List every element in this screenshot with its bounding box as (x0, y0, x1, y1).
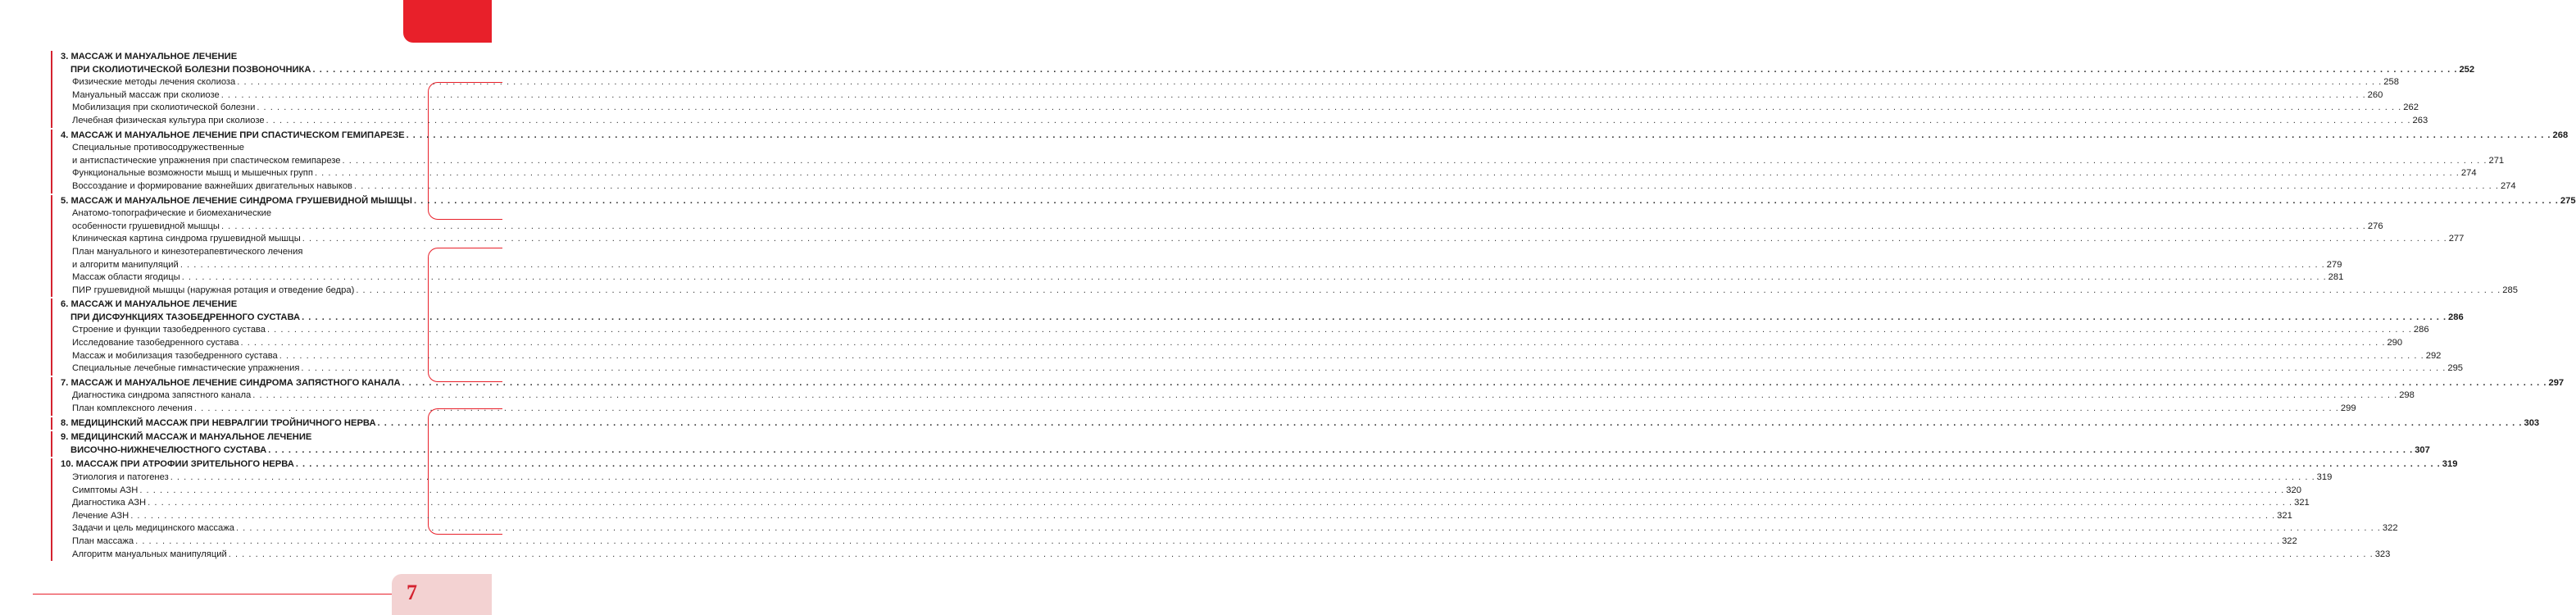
toc-section-body (51, 377, 2565, 416)
subsection-entry (61, 522, 2398, 535)
toc-section (51, 377, 2565, 416)
subsection-entry-text: Лечебная физическая культура при сколиозе (72, 115, 265, 125)
subsection-title-line-text: Анатомо-топографические и биомеханические (72, 208, 272, 219)
subsection-entry-page: 290 (2387, 338, 2403, 348)
dot-leader (135, 535, 2280, 549)
subsection-entry (61, 259, 2342, 272)
toc-section (51, 431, 2430, 457)
subsection-entry-text: Функциональные возможности мышц и мышечных групп (72, 168, 313, 179)
chapter-title-page: 297 (2548, 377, 2565, 388)
subsection-entry-page: 323 (2374, 549, 2391, 559)
dot-leader (414, 195, 2559, 208)
dot-leader (139, 485, 2284, 498)
chapter-title (61, 377, 2565, 390)
toc-section-body (51, 298, 2464, 376)
subsection-entry-text: Клиническая картина синдрома грушевидной мышцы (72, 234, 301, 244)
subsection-entry-page: 279 (2326, 259, 2342, 270)
chapter-title-page: 307 (2415, 444, 2430, 455)
subsection-entry (61, 155, 2505, 168)
dot-leader (301, 362, 2446, 376)
dot-leader (236, 522, 2381, 535)
subsection-title-line (61, 142, 390, 155)
chapter-title (61, 312, 2464, 325)
dot-leader (182, 271, 2327, 285)
subsection-entry-text: Воссоздание и формирование важнейших двигательных навыков (72, 180, 352, 191)
subsection-entry (61, 485, 2301, 498)
chapter-title-line (61, 298, 390, 312)
toc-section (51, 458, 2458, 561)
subsection-entry-text: и антиспастические упражнения при спастическом гемипарезе (72, 155, 341, 166)
page-number-tab (392, 574, 492, 615)
chapter-title-text: 10. МАССАЖ ПРИ АТРОФИИ ЗРИТЕЛЬНОГО НЕРВА (61, 459, 294, 470)
dot-leader (302, 312, 2447, 325)
toc-section-body (51, 51, 2475, 128)
subsection-entry (61, 337, 2403, 350)
subsection-entry (61, 76, 2399, 89)
subsection-entry-text: Алгоритм мануальных манипуляций (72, 549, 227, 559)
chapter-title (61, 444, 2430, 458)
chapter-title-page: 303 (2524, 417, 2540, 428)
page-number: 7 (407, 581, 417, 604)
subsection-entry-text: Специальные лечебные гимнастические упражнения (72, 363, 300, 374)
subsection-entry (61, 233, 2465, 246)
subsection-entry-page: 263 (2412, 115, 2428, 125)
chapter-title-line (61, 431, 390, 444)
chapter-title (61, 130, 2569, 143)
toc-section (51, 298, 2464, 376)
dot-leader (194, 403, 2339, 416)
chapter-title-text: ПРИ ДИСФУНКЦИЯХ ТАЗОБЕДРЕННОГО СУСТАВА (70, 312, 301, 322)
subsection-entry-page: 260 (2367, 89, 2383, 100)
dot-leader (378, 417, 2523, 430)
toc-section (51, 195, 2576, 298)
subsection-entry-page: 258 (2383, 77, 2399, 88)
dot-leader (229, 549, 2374, 562)
dot-leader (221, 89, 2366, 102)
subsection-entry (61, 549, 2391, 562)
subsection-entry-page: 271 (2488, 155, 2505, 166)
dot-leader (402, 377, 2547, 390)
subsection-entry-text: особенности грушевидной мышцы (72, 221, 220, 231)
subsection-title-line (61, 207, 390, 221)
dot-leader (170, 472, 2315, 485)
subsection-entry-page: 321 (2294, 498, 2310, 508)
chapter-title-page: 286 (2448, 312, 2464, 322)
subsection-entry-page: 274 (2460, 168, 2477, 179)
subsection-entry-page: 321 (2277, 510, 2292, 521)
subsection-entry (61, 115, 2428, 128)
dot-leader (221, 221, 2366, 234)
subsection-entry (61, 535, 2297, 549)
chapter-title (61, 458, 2458, 472)
subsection-entry-text: Этиология и патогенез (72, 472, 169, 482)
subsection-entry (61, 403, 2356, 416)
dot-leader (130, 510, 2275, 523)
chapter-title (61, 417, 2540, 430)
chapter-title-text: 5. МАССАЖ И МАНУАЛЬНОЕ ЛЕЧЕНИЕ СИНДРОМА ГРУШЕВИДНОЙ МЫШЦЫ (61, 195, 412, 206)
subsection-entry-page: 322 (2282, 535, 2297, 546)
chapter-title-text: ПРИ СКОЛИОТИЧЕСКОЙ БОЛЕЗНИ ПОЗВОНОЧНИКА (70, 64, 311, 75)
dot-leader (343, 155, 2487, 168)
dot-leader (252, 390, 2397, 403)
dot-leader (296, 458, 2441, 472)
subsection-entry (61, 390, 2415, 403)
subsection-entry-text: План комплексного лечения (72, 403, 193, 414)
subsection-entry-page: 276 (2367, 221, 2383, 231)
subsection-entry-text: и алгоритм манипуляций (72, 259, 179, 270)
corner-tab (403, 0, 492, 43)
dot-leader (266, 115, 2411, 128)
subsection-entry-page: 277 (2448, 234, 2465, 244)
chapter-title-text: 8. МЕДИЦИНСКИЙ МАССАЖ ПРИ НЕВРАЛГИИ ТРОЙНИЧНОГО НЕРВА (61, 417, 376, 428)
subsection-entry (61, 102, 2419, 115)
subsection-entry-text: Задачи и цель медицинского массажа (72, 523, 234, 534)
subsection-entry (61, 271, 2344, 285)
subsection-entry-page: 320 (2286, 485, 2301, 495)
dot-leader (356, 285, 2501, 298)
chapter-title-text: ВИСОЧНО-НИЖНЕЧЕЛЮСТНОГО СУСТАВА (70, 444, 267, 455)
subsection-entry-text: Исследование тазобедренного сустава (72, 338, 239, 348)
toc-section (51, 51, 2475, 128)
toc-section (51, 130, 2569, 194)
chapter-title-line-text: 3. МАССАЖ И МАНУАЛЬНОЕ ЛЕЧЕНИЕ (61, 52, 238, 61)
subsection-entry-page: 319 (2316, 472, 2333, 482)
subsection-entry-page: 274 (2500, 180, 2516, 191)
subsection-entry (61, 472, 2333, 485)
dot-leader (267, 324, 2412, 337)
dot-leader (180, 259, 2325, 272)
subsection-entry-text: Массаж области ягодицы (72, 272, 180, 283)
subsection-entry-text: Массаж и мобилизация тазобедренного сустава (72, 350, 278, 361)
subsection-entry-page: 262 (2403, 102, 2419, 113)
chapter-title-page: 252 (2459, 64, 2475, 75)
dot-leader (241, 337, 2386, 350)
chapter-title (61, 64, 2475, 77)
dot-leader (302, 233, 2447, 246)
toc-section-body (51, 431, 2430, 457)
subsection-entry-text: Лечение АЗН (72, 510, 129, 521)
dot-leader (237, 76, 2382, 89)
dot-leader (312, 64, 2457, 77)
chapter-title-text: 4. МАССАЖ И МАНУАЛЬНОЕ ЛЕЧЕНИЕ ПРИ СПАСТИЧЕСКОМ ГЕМИПАРЕЗЕ (61, 130, 405, 140)
chapter-title-line-text: 9. МЕДИЦИНСКИЙ МАССАЖ И МАНУАЛЬНОЕ ЛЕЧЕНИЕ (61, 432, 312, 443)
subsection-entry-text: Мануальный массаж при сколиозе (72, 89, 220, 100)
subsection-entry (61, 324, 2429, 337)
subsection-entry-page: 322 (2382, 523, 2398, 534)
dot-leader (257, 102, 2401, 115)
subsection-entry-page: 281 (2328, 272, 2344, 283)
subsection-entry (61, 497, 2310, 510)
subsection-entry-text: ПИР грушевидной мышцы (наружная ротация и отведение бедра) (72, 285, 355, 295)
dot-leader (268, 444, 2413, 458)
chapter-title-line (61, 51, 390, 64)
chapter-title (61, 195, 2576, 208)
dot-leader (148, 497, 2292, 510)
subsection-entry (61, 510, 2292, 523)
toc-section-body (51, 458, 2458, 561)
dot-leader (315, 167, 2460, 180)
subsection-entry-page: 299 (2340, 403, 2356, 414)
chapter-title-page: 275 (2560, 195, 2576, 206)
subsection-title-line-text: Специальные противосодружественные (72, 143, 244, 153)
subsection-entry (61, 221, 2383, 234)
subsection-entry (61, 167, 2477, 180)
subsection-entry-page: 298 (2399, 390, 2415, 401)
dot-leader (279, 350, 2424, 363)
subsection-entry-text: Мобилизация при сколиотической болезни (72, 102, 256, 113)
toc-section-body (51, 130, 2569, 194)
subsection-entry-text: План массажа (72, 535, 134, 546)
toc-section-body (51, 195, 2576, 298)
subsection-entry (61, 362, 2464, 376)
chapter-title-text: 7. МАССАЖ И МАНУАЛЬНОЕ ЛЕЧЕНИЕ СИНДРОМА ЗАПЯСТНОГО КАНАЛА (61, 377, 401, 388)
subsection-entry-page: 285 (2502, 285, 2518, 295)
table-of-contents (51, 51, 2576, 563)
subsection-entry-page: 295 (2447, 363, 2464, 374)
subsection-entry-text: Диагностика АЗН (72, 498, 147, 508)
toc-section-body (51, 417, 2540, 430)
subsection-entry-text: Симптомы АЗН (72, 485, 139, 495)
subsection-entry-page: 292 (2425, 350, 2442, 361)
chapter-title-line-text: 6. МАССАЖ И МАНУАЛЬНОЕ ЛЕЧЕНИЕ (61, 299, 238, 310)
subsection-title-line-text: План мануального и кинезотерапевтического лечения (72, 246, 303, 257)
chapter-title-page: 268 (2552, 130, 2569, 140)
subsection-entry (61, 285, 2518, 298)
subsection-entry-text: Физические методы лечения сколиоза (72, 77, 236, 88)
subsection-entry-text: Диагностика синдрома запястного канала (72, 390, 252, 401)
subsection-entry (61, 180, 2516, 194)
subsection-entry-page: 286 (2413, 325, 2429, 335)
subsection-entry-text: Строение и функции тазобедренного сустава (72, 325, 266, 335)
dot-leader (354, 180, 2499, 194)
subsection-entry (61, 350, 2442, 363)
toc-section (51, 417, 2540, 430)
chapter-title-page: 319 (2442, 459, 2458, 470)
subsection-title-line (61, 246, 390, 259)
subsection-entry (61, 89, 2383, 102)
dot-leader (407, 130, 2551, 143)
